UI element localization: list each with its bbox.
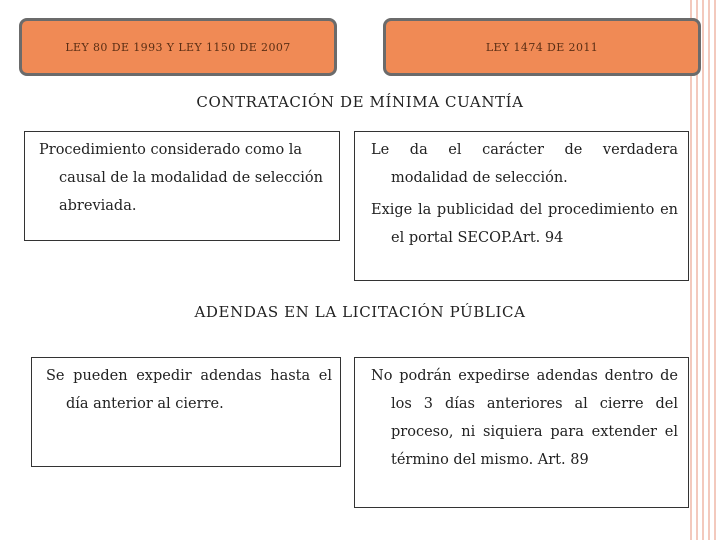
box-text: Se pueden expedir adendas hasta el día anterior al cierre. xyxy=(46,368,332,412)
section-heading-minima-cuantia: CONTRATACIÓN DE MÍNIMA CUANTÍA xyxy=(196,93,524,111)
box-text: No podrán expedirse adendas dentro de los 3 días anteriores al cierre del proceso, ni siquiera para extender el término del mismo. Art. 89 xyxy=(371,368,678,468)
law-tab-left-label: LEY 80 DE 1993 Y LEY 1150 DE 2007 xyxy=(65,40,291,54)
decorative-stripes xyxy=(686,0,720,540)
law-tab-right-label: LEY 1474 DE 2011 xyxy=(485,40,599,54)
law-tab-left xyxy=(19,18,337,76)
box-text: Le da el carácter de verdadera modalidad de selección. xyxy=(371,142,678,186)
box-text: Procedimiento considerado como la causal de la modalidad de selección abreviada. xyxy=(39,142,323,214)
law-tab-right xyxy=(383,18,701,76)
comparison-box-old-adendas xyxy=(31,357,341,467)
section-heading-adendas: ADENDAS EN LA LICITACIÓN PÚBLICA xyxy=(194,303,526,321)
box-text: Exige la publicidad del procedimiento en el portal SECOP.Art. 94 xyxy=(371,202,678,246)
comparison-box-new-adendas xyxy=(354,357,689,508)
comparison-box-new-minima-cuantia xyxy=(354,131,689,281)
comparison-box-old-minima-cuantia xyxy=(24,131,340,241)
